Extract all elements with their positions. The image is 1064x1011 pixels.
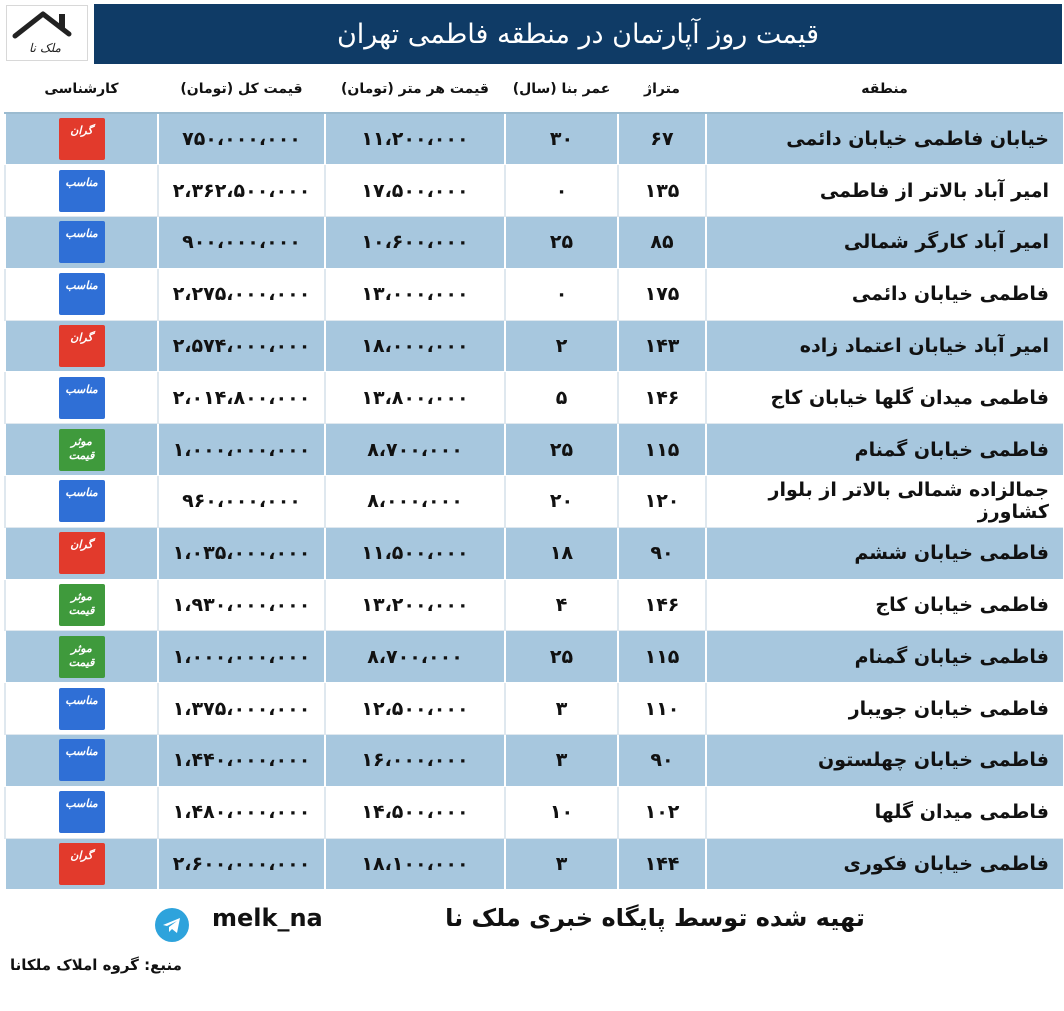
page-header (0, 0, 1064, 66)
price-table (4, 66, 1063, 890)
total-price-cell: ۷۵۰،۰۰۰،۰۰۰ (158, 113, 325, 165)
expert-cell (5, 683, 158, 735)
area-cell: ۱۰۲ (618, 786, 706, 838)
expert-badge: مناسب (59, 791, 105, 833)
expert-cell (5, 165, 158, 217)
expert-cell (5, 113, 158, 165)
table-row (5, 527, 1063, 579)
age-cell: ۰ (505, 165, 618, 217)
age-cell: ۴ (505, 579, 618, 631)
age-cell: ۳ (505, 683, 618, 735)
age-cell: ۱۰ (505, 786, 618, 838)
area-cell: ۱۴۶ (618, 579, 706, 631)
table-row (5, 424, 1063, 476)
expert-badge: مناسب (59, 739, 105, 781)
area-cell: ۱۴۶ (618, 372, 706, 424)
expert-cell (5, 476, 158, 528)
total-price-cell: ۲،۰۱۴،۸۰۰،۰۰۰ (158, 372, 325, 424)
expert-badge: مناسب (59, 273, 105, 315)
age-cell: ۰ (505, 268, 618, 320)
region-cell: فاطمی خیابان گمنام (706, 424, 1063, 476)
expert-badge: موثر قیمت (59, 429, 105, 471)
region-cell: فاطمی خیابان جویبار (706, 683, 1063, 735)
col-header-age: عمر بنا (سال) (505, 66, 618, 113)
region-cell: خیابان فاطمی خیابان دائمی (706, 113, 1063, 165)
expert-badge: مناسب (59, 221, 105, 263)
age-cell: ۲ (505, 320, 618, 372)
expert-cell (5, 631, 158, 683)
age-cell: ۳۰ (505, 113, 618, 165)
page-footer (0, 892, 1064, 1011)
expert-cell (5, 424, 158, 476)
table-row (5, 268, 1063, 320)
region-cell: جمالزاده شمالی بالاتر از بلوار کشاورز (706, 476, 1063, 528)
expert-cell (5, 786, 158, 838)
col-header-area: متراژ (618, 66, 706, 113)
logo (6, 5, 88, 61)
price-per-meter-cell: ۱۲،۵۰۰،۰۰۰ (325, 683, 505, 735)
price-per-meter-cell: ۸،۷۰۰،۰۰۰ (325, 424, 505, 476)
col-header-expert: کارشناسی (5, 66, 158, 113)
expert-badge: مناسب (59, 480, 105, 522)
price-per-meter-cell: ۱۳،۰۰۰،۰۰۰ (325, 268, 505, 320)
total-price-cell: ۱،۳۷۵،۰۰۰،۰۰۰ (158, 683, 325, 735)
area-cell: ۶۷ (618, 113, 706, 165)
region-cell: فاطمی خیابان ششم (706, 527, 1063, 579)
region-cell: فاطمی میدان گلها (706, 786, 1063, 838)
expert-cell (5, 217, 158, 269)
area-cell: ۱۷۵ (618, 268, 706, 320)
table-row (5, 165, 1063, 217)
region-cell: فاطمی خیابان دائمی (706, 268, 1063, 320)
total-price-cell: ۲،۶۰۰،۰۰۰،۰۰۰ (158, 838, 325, 890)
region-cell: فاطمی خیابان کاج (706, 579, 1063, 631)
age-cell: ۲۵ (505, 631, 618, 683)
expert-cell (5, 372, 158, 424)
price-per-meter-cell: ۱۳،۸۰۰،۰۰۰ (325, 372, 505, 424)
region-cell: فاطمی خیابان گمنام (706, 631, 1063, 683)
age-cell: ۲۵ (505, 217, 618, 269)
area-cell: ۱۳۵ (618, 165, 706, 217)
area-cell: ۱۲۰ (618, 476, 706, 528)
table-row (5, 735, 1063, 787)
area-cell: ۱۱۵ (618, 631, 706, 683)
expert-cell (5, 527, 158, 579)
total-price-cell: ۲،۵۷۴،۰۰۰،۰۰۰ (158, 320, 325, 372)
expert-cell (5, 735, 158, 787)
telegram-handle[interactable]: melk_na (212, 904, 323, 932)
total-price-cell: ۱،۰۰۰،۰۰۰،۰۰۰ (158, 631, 325, 683)
table-row (5, 579, 1063, 631)
table-row (5, 372, 1063, 424)
area-cell: ۹۰ (618, 735, 706, 787)
price-per-meter-cell: ۱۰،۶۰۰،۰۰۰ (325, 217, 505, 269)
telegram-icon[interactable] (155, 908, 189, 942)
table-row (5, 683, 1063, 735)
region-cell: امیر آباد کارگر شمالی (706, 217, 1063, 269)
region-cell: امیر آباد بالاتر از فاطمی (706, 165, 1063, 217)
area-cell: ۸۵ (618, 217, 706, 269)
expert-badge: گران (59, 843, 105, 885)
total-price-cell: ۱،۹۳۰،۰۰۰،۰۰۰ (158, 579, 325, 631)
house-logo-icon (7, 6, 87, 60)
expert-cell (5, 268, 158, 320)
price-per-meter-cell: ۱۶،۰۰۰،۰۰۰ (325, 735, 505, 787)
total-price-cell: ۱،۰۳۵،۰۰۰،۰۰۰ (158, 527, 325, 579)
price-per-meter-cell: ۱۱،۵۰۰،۰۰۰ (325, 527, 505, 579)
table-row (5, 113, 1063, 165)
total-price-cell: ۱،۰۰۰،۰۰۰،۰۰۰ (158, 424, 325, 476)
age-cell: ۱۸ (505, 527, 618, 579)
expert-cell (5, 320, 158, 372)
area-cell: ۱۱۰ (618, 683, 706, 735)
total-price-cell: ۱،۴۴۰،۰۰۰،۰۰۰ (158, 735, 325, 787)
age-cell: ۲۵ (505, 424, 618, 476)
expert-badge: مناسب (59, 688, 105, 730)
total-price-cell: ۹۰۰،۰۰۰،۰۰۰ (158, 217, 325, 269)
price-per-meter-cell: ۱۸،۱۰۰،۰۰۰ (325, 838, 505, 890)
price-per-meter-cell: ۱۳،۲۰۰،۰۰۰ (325, 579, 505, 631)
table-row (5, 217, 1063, 269)
total-price-cell: ۱،۴۸۰،۰۰۰،۰۰۰ (158, 786, 325, 838)
table-row (5, 320, 1063, 372)
expert-badge: مناسب (59, 377, 105, 419)
col-header-total-price: قیمت کل (تومان) (158, 66, 325, 113)
expert-badge: مناسب (59, 170, 105, 212)
table-row (5, 838, 1063, 890)
age-cell: ۵ (505, 372, 618, 424)
area-cell: ۱۴۴ (618, 838, 706, 890)
area-cell: ۱۴۳ (618, 320, 706, 372)
price-per-meter-cell: ۱۷،۵۰۰،۰۰۰ (325, 165, 505, 217)
total-price-cell: ۹۶۰،۰۰۰،۰۰۰ (158, 476, 325, 528)
expert-badge: موثر قیمت (59, 636, 105, 678)
area-cell: ۹۰ (618, 527, 706, 579)
total-price-cell: ۲،۲۷۵،۰۰۰،۰۰۰ (158, 268, 325, 320)
region-cell: فاطمی خیابان چهلستون (706, 735, 1063, 787)
price-per-meter-cell: ۱۴،۵۰۰،۰۰۰ (325, 786, 505, 838)
source-text: منبع: گروه املاک ملکانا (10, 956, 182, 974)
price-per-meter-cell: ۱۸،۰۰۰،۰۰۰ (325, 320, 505, 372)
region-cell: امیر آباد خیابان اعتماد زاده (706, 320, 1063, 372)
page-title: قیمت روز آپارتمان در منطقه فاطمی تهران (94, 4, 1062, 64)
expert-cell (5, 579, 158, 631)
expert-cell (5, 838, 158, 890)
expert-badge: گران (59, 325, 105, 367)
table-row (5, 476, 1063, 528)
col-header-price-per-meter: قیمت هر متر (تومان) (325, 66, 505, 113)
table-row (5, 786, 1063, 838)
prepared-by-text: تهیه شده توسط پایگاه خبری ملک نا (445, 904, 865, 932)
region-cell: فاطمی میدان گلها خیابان کاج (706, 372, 1063, 424)
region-cell: فاطمی خیابان فکوری (706, 838, 1063, 890)
price-per-meter-cell: ۸،۷۰۰،۰۰۰ (325, 631, 505, 683)
area-cell: ۱۱۵ (618, 424, 706, 476)
expert-badge: گران (59, 118, 105, 160)
price-per-meter-cell: ۱۱،۲۰۰،۰۰۰ (325, 113, 505, 165)
age-cell: ۳ (505, 838, 618, 890)
price-per-meter-cell: ۸،۰۰۰،۰۰۰ (325, 476, 505, 528)
age-cell: ۳ (505, 735, 618, 787)
expert-badge: گران (59, 532, 105, 574)
age-cell: ۲۰ (505, 476, 618, 528)
col-header-region: منطقه (706, 66, 1063, 113)
total-price-cell: ۲،۳۶۲،۵۰۰،۰۰۰ (158, 165, 325, 217)
logo-text: ملک نا (29, 41, 61, 55)
expert-badge: موثر قیمت (59, 584, 105, 626)
table-header-row (5, 66, 1063, 113)
table-row (5, 631, 1063, 683)
